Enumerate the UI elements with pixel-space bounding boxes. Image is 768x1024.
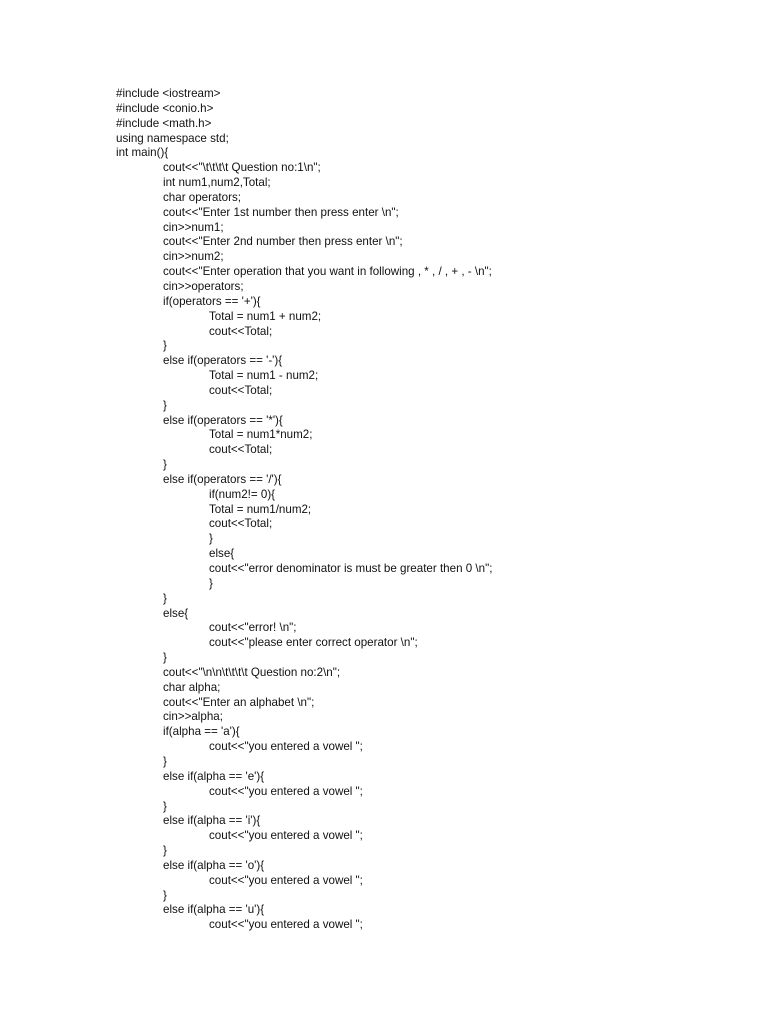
code-line: cout<<"Enter an alphabet \n"; bbox=[163, 695, 315, 709]
code-line: cout<<Total; bbox=[209, 517, 273, 531]
code-line: } bbox=[209, 576, 213, 590]
code-line: char alpha; bbox=[163, 680, 221, 694]
code-line: cout<<"error! \n"; bbox=[209, 621, 297, 635]
code-line: } bbox=[163, 458, 167, 472]
code-line: } bbox=[163, 799, 167, 813]
code-line: cout<<"you entered a vowel "; bbox=[209, 873, 363, 887]
code-line: cin>>num1; bbox=[163, 220, 224, 234]
code-line: else if(operators == '-'){ bbox=[163, 354, 283, 368]
code-line: else if(operators == '*'){ bbox=[163, 413, 283, 427]
code-line: Total = num1/num2; bbox=[209, 502, 312, 516]
code-line: cout<<"you entered a vowel "; bbox=[209, 918, 363, 932]
code-line: cout<<"Enter operation that you want in following , * , / , + , - \n"; bbox=[163, 265, 492, 279]
code-line: cout<<Total; bbox=[209, 443, 273, 457]
code-line: if(operators == '+'){ bbox=[163, 294, 261, 308]
code-line: if(alpha == 'a'){ bbox=[163, 725, 240, 739]
code-line: } bbox=[163, 398, 167, 412]
code-line: cin>>num2; bbox=[163, 250, 224, 264]
code-line: else{ bbox=[209, 547, 235, 561]
code-line: else if(alpha == 'i'){ bbox=[163, 814, 261, 828]
code-line: } bbox=[163, 651, 167, 665]
code-line: else if(alpha == 'e'){ bbox=[163, 769, 265, 783]
code-line: int num1,num2,Total; bbox=[163, 176, 271, 190]
code-line: else if(alpha == 'u'){ bbox=[163, 903, 265, 917]
code-line: } bbox=[163, 591, 167, 605]
code-line: char operators; bbox=[163, 190, 241, 204]
code-line: } bbox=[209, 532, 213, 546]
code-line: } bbox=[163, 754, 167, 768]
code-line: cout<<"you entered a vowel "; bbox=[209, 829, 363, 843]
code-line: cin>>alpha; bbox=[163, 710, 223, 724]
code-line: cout<<"error denominator is must be greater then 0 \n"; bbox=[209, 562, 493, 575]
code-line: #include <iostream> bbox=[116, 87, 221, 100]
code-line: #include <math.h> bbox=[116, 116, 212, 130]
code-line: cout<<"\t\t\t\t Question no:1\n"; bbox=[163, 161, 321, 175]
code-line: cout<<"you entered a vowel "; bbox=[209, 784, 363, 798]
code-line: cout<<Total; bbox=[209, 383, 273, 397]
code-line: else if(operators == '/'){ bbox=[163, 472, 282, 486]
code-line: cout<<"you entered a vowel "; bbox=[209, 740, 363, 754]
code-line: cout<<"Enter 2nd number then press enter \n"; bbox=[163, 235, 403, 249]
code-line: using namespace std; bbox=[116, 131, 229, 145]
code-line: } bbox=[163, 888, 167, 902]
code-line: cout<<"Enter 1st number then press enter \n"; bbox=[163, 205, 399, 219]
code-line: int main(){ bbox=[116, 146, 169, 160]
code-line: Total = num1*num2; bbox=[209, 428, 313, 442]
code-line: cout<<"please enter correct operator \n"; bbox=[209, 636, 418, 650]
code-line: else if(alpha == 'o'){ bbox=[163, 858, 265, 872]
code-line: cin>>operators; bbox=[163, 279, 244, 293]
code-line: Total = num1 - num2; bbox=[209, 369, 319, 383]
code-listing bbox=[116, 87, 736, 933]
code-line: cout<<Total; bbox=[209, 324, 273, 338]
code-line: cout<<"\n\n\t\t\t\t Question no:2\n"; bbox=[163, 665, 341, 679]
code-line: if(num2!= 0){ bbox=[209, 487, 276, 501]
code-line: } bbox=[163, 339, 167, 353]
code-line: } bbox=[163, 844, 167, 858]
code-line: Total = num1 + num2; bbox=[209, 309, 322, 323]
code-line: else{ bbox=[163, 606, 189, 620]
code-line: #include <conio.h> bbox=[116, 101, 214, 115]
